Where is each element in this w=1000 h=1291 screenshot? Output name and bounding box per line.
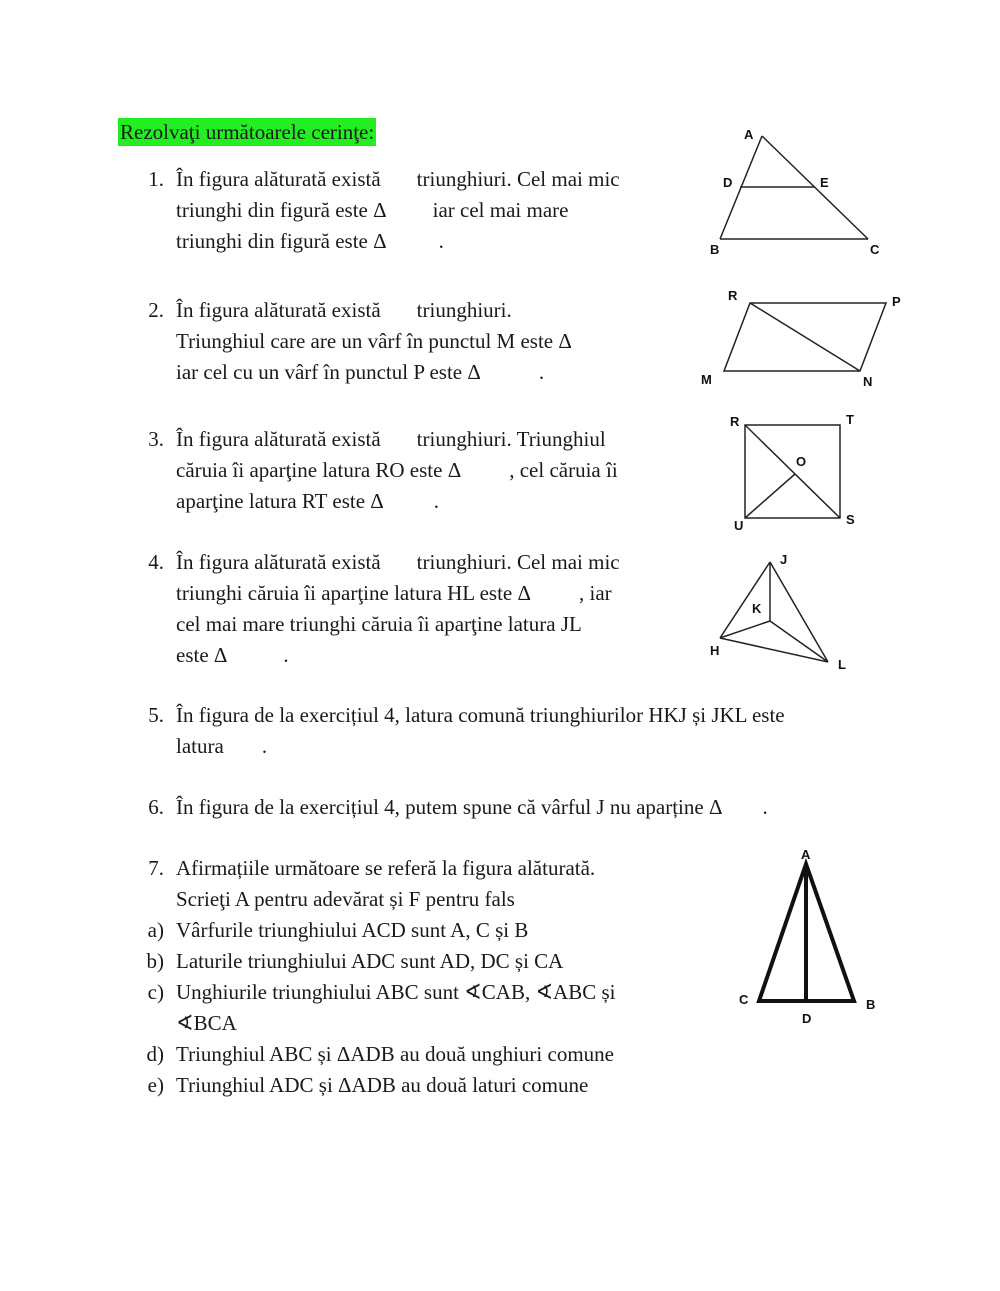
item-label: d) (146, 1042, 164, 1066)
question-line (176, 295, 512, 326)
parallelogram-mrpn-figure (690, 280, 930, 395)
question-line (176, 792, 768, 823)
text: iar cel mai mare (432, 198, 569, 222)
worksheet-heading: Rezolvaţi următoarele cerinţe: (120, 120, 375, 144)
statement-c-continued: ∢BCA (176, 1011, 237, 1035)
vertex-label: L (838, 657, 846, 672)
vertex-label: C (870, 242, 880, 257)
text: căruia îi aparţine latura RO este Δ (176, 458, 462, 482)
question-line (176, 424, 606, 455)
question-line (176, 609, 582, 640)
text: latura (176, 734, 224, 758)
question-line (176, 547, 620, 578)
statement-a: Vârfurile triunghiului ACD sunt A, C și B (176, 918, 529, 942)
square-rtsu-figure (720, 408, 870, 538)
text: triunghiuri. Cel mai mic (416, 550, 620, 574)
question-number: 3. (148, 427, 164, 451)
text: În figura alăturată există (176, 427, 381, 451)
question-line (176, 226, 444, 257)
text: Triunghiul care are un vârf în punctul M este Δ (176, 329, 572, 353)
vertex-label: H (710, 643, 720, 658)
vertex-label: E (820, 175, 829, 190)
text: , iar (579, 581, 612, 605)
vertex-label: C (739, 992, 749, 1007)
question-number: 5. (148, 703, 164, 727)
text: . (438, 229, 444, 253)
question-line (176, 195, 568, 226)
text: În figura de la exercițiul 4, latura comună triunghiurilor HKJ și JKL este (176, 703, 785, 727)
question-number: 7. (148, 856, 164, 880)
text: triunghiuri. (416, 298, 512, 322)
question-line (176, 486, 439, 517)
text: aparţine latura RT este Δ (176, 489, 384, 513)
statement-c: Unghiurile triunghiului ABC sunt ∢CAB, ∢ABC și (176, 980, 616, 1004)
vertex-label: U (734, 518, 744, 533)
vertex-label: B (710, 242, 720, 257)
question-line (176, 357, 544, 388)
vertex-label: N (863, 374, 873, 389)
text: În figura alăturată există (176, 550, 381, 574)
question-line: Afirmațiile următoare se referă la figura alăturată. (176, 856, 596, 880)
text: cel mai mare triunghi căruia îi aparţine latura JL (176, 612, 582, 636)
text: iar cel cu un vârf în punctul P este Δ (176, 360, 481, 384)
question-line (176, 700, 785, 731)
question-number: 2. (148, 298, 164, 322)
text: triunghi din figură este Δ (176, 198, 387, 222)
isosceles-triangle-abc-figure (730, 840, 880, 1030)
vertex-label: B (866, 997, 876, 1012)
question-line (176, 640, 289, 671)
text: În figura de la exercițiul 4, putem spune că vârful J nu aparține Δ (176, 795, 723, 819)
question-line (176, 731, 267, 762)
vertex-label: A (801, 847, 811, 862)
vertex-label: R (730, 414, 740, 429)
vertex-label: D (723, 175, 733, 190)
vertex-label: P (892, 294, 901, 309)
text: triunghiuri. Cel mai mic (416, 167, 620, 191)
vertex-label: J (780, 552, 788, 567)
item-label: b) (146, 949, 164, 973)
vertex-label: R (728, 288, 738, 303)
question-number: 4. (148, 550, 164, 574)
question-line: Scrieţi A pentru adevărat și F pentru fals (176, 887, 515, 911)
text: . (261, 734, 268, 758)
item-label: c) (147, 980, 164, 1004)
text: În figura alăturată există (176, 298, 381, 322)
question-line (176, 164, 620, 195)
text: . (538, 360, 545, 384)
text: este Δ (176, 643, 228, 667)
text: triunghiuri. Triunghiul (416, 427, 606, 451)
item-label: e) (147, 1073, 164, 1097)
statement-b: Laturile triunghiului ADC sunt AD, DC și CA (176, 949, 564, 973)
statement-e: Triunghiul ADC și ΔADB au două laturi comune (176, 1073, 589, 1097)
text: , cel căruia îi (509, 458, 618, 482)
vertex-label: S (846, 512, 855, 527)
text: triunghi din figură este Δ (176, 229, 387, 253)
text: . (433, 489, 440, 513)
vertex-label: D (802, 1011, 812, 1026)
text: . (283, 643, 289, 667)
vertex-label: T (846, 412, 854, 427)
question-line (176, 455, 618, 486)
text: . (762, 795, 768, 819)
statement-d: Triunghiul ABC și ΔADB au două unghiuri comune (176, 1042, 614, 1066)
tetrahedron-hjkl-figure (700, 548, 860, 678)
question-line (176, 326, 602, 357)
text: În figura alăturată există (176, 167, 381, 191)
question-number: 1. (148, 167, 164, 191)
text: triunghi căruia îi aparţine latura HL este Δ (176, 581, 532, 605)
vertex-label: K (752, 601, 762, 616)
question-line (176, 578, 612, 609)
vertex-label: M (701, 372, 712, 387)
question-number: 6. (148, 795, 164, 819)
vertex-label: O (796, 454, 807, 469)
item-label (136, 1008, 164, 1039)
triangle-abc-figure (700, 120, 900, 260)
vertex-label: A (744, 127, 754, 142)
item-label: a) (147, 918, 164, 942)
